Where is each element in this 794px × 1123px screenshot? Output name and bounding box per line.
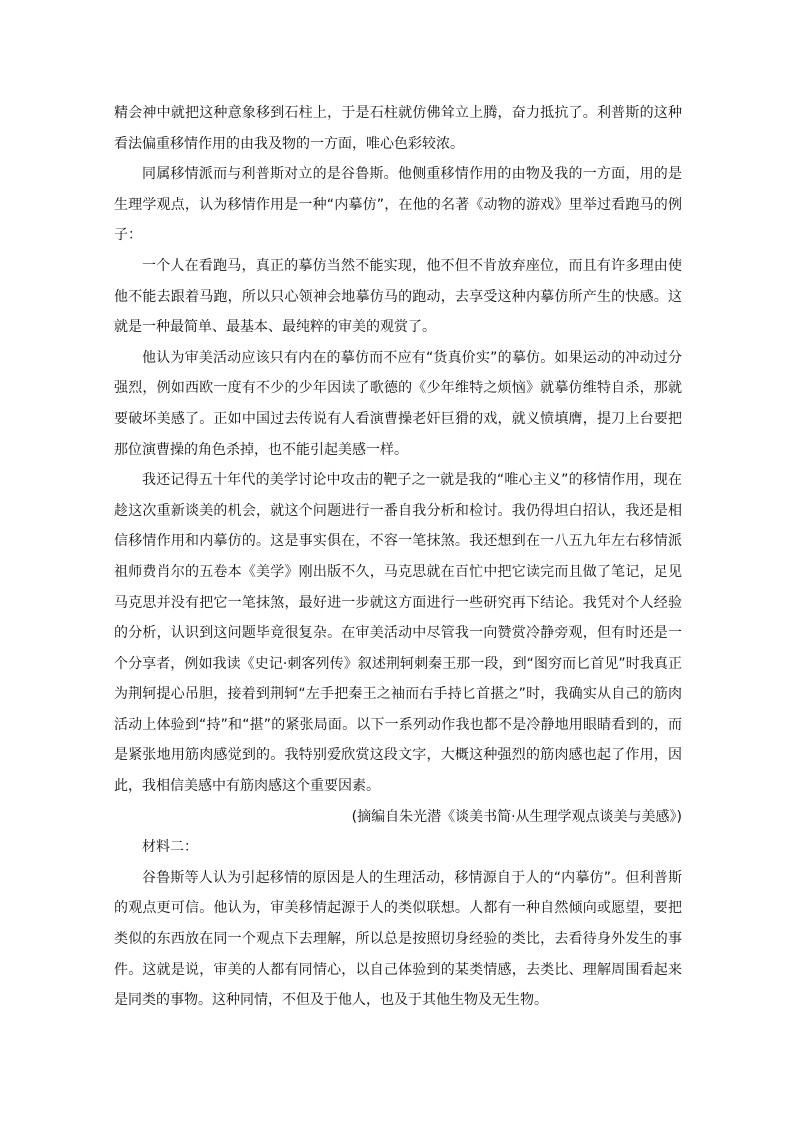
paragraph-5: 我还记得五十年代的美学讨论中攻击的靶子之一就是我的“唯心主义”的移情作用，现在趁这次重新谈美的机会，就这个问题进行一番自我分析和检讨。我仍得坦白招认，我还是相信移情作用和内摹仿的。这是事实俱在，不容一笔抹煞。我还想到在一八五九年左右移情派祖师费肖尔的五卷本《美学》刚出版不久，马克思就在百忙中把它读完而且做了笔记，足见马克思并没有把它一笔抹煞，最好进一步就这方面进行一些研究再下结论。我凭对个人经验的分析，认识到这问题毕竟很复杂。在审美活动中尽管我一向赞赏冷静旁观，但有时还是一个分享者，例如我读《史记·刺客列传》叙述荆轲刺秦王那一段，到“图穷而匕首见”时我真正为荆轲提心吊胆，接着到荆轲“左手把秦王之袖而右手持匕首揕之”时，我确实从自己的筋肉活动上体验到“持”和“揕”的紧张局面。以下一系列动作我也都不是冷静地用眼睛看到的，而是紧张地用筋肉感觉到的。我特别爱欣赏这段文字，大概这种强烈的筋肉感也起了作用，因此，我相信美感中有筋肉感这个重要因素。 (114, 472, 682, 795)
source-citation: (摘编自朱光潜《谈美书简·从生理学观点谈美与美感》) (351, 808, 682, 825)
paragraph-2: 同属移情派而与利普斯对立的是谷鲁斯。他侧重移情作用的由物及我的一方面，用的是生理学观点，认为移情作用是一种“内摹仿”，在他的名著《动物的游戏》里举过看跑马的例子： (114, 166, 682, 244)
material-two-label: 材料二： (142, 839, 198, 856)
paragraph-1: 精会神中就把这种意象移到石柱上，于是石柱就仿佛耸立上腾，奋力抵抗了。利普斯的这种看法偏重移情作用的由我及物的一方面，唯心色彩较浓。 (114, 105, 682, 152)
material-two-paragraph: 谷鲁斯等人认为引起移情的原因是人的生理活动，移情源自于人的“内摹仿”。但利普斯的观点更可信。他认为，审美移情起源于人的类似联想。人都有一种自然倾向或愿望，要把类似的东西放在同一个观点下去理解，所以总是按照切身经验的类比，去看待身外发生的事件。这就是说，审美的人都有同情心，以自己体验到的某类情感，去类比、理解周围看起来是同类的事物。这种同情，不但及于他人，也及于其他生物及无生物。 (114, 869, 682, 1009)
paragraph-4: 他认为审美活动应该只有内在的摹仿而不应有“货真价实”的摹仿。如果运动的冲动过分强烈，例如西欧一度有不少的少年因读了歌德的《少年维特之烦恼》就摹仿维特自杀，那就要破坏美感了。正如中国过去传说有人看演曹操老奸巨猾的戏，就义愤填膺，提刀上台要把那位演曹操的角色杀掉，也不能引起美感一样。 (114, 349, 682, 458)
paragraph-3-quote: 一个人在看跑马，真正的摹仿当然不能实现，他不但不肯放弃座位，而且有许多理由使他不能去跟着马跑，所以只心领神会地摹仿马的跑动，去享受这种内摹仿所产生的快感。这就是一种最简单、最基本、最纯粹的审美的观赏了。 (114, 257, 682, 336)
document-page (114, 98, 682, 1016)
